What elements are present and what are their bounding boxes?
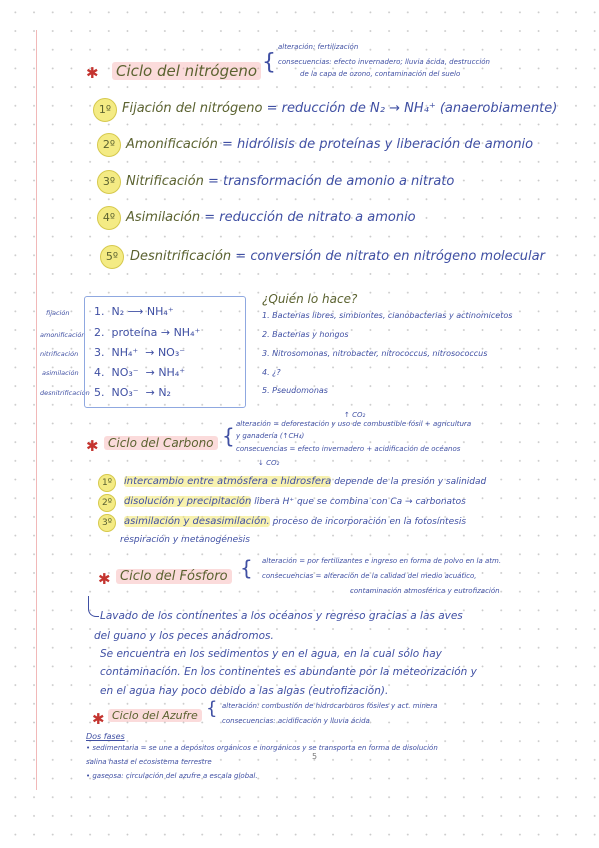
reaction-row: 5. NO₃⁻ → N₂ xyxy=(94,386,171,399)
carbon-note-top: ↑ CO₂ xyxy=(344,411,366,419)
step-number: 1º xyxy=(93,98,117,122)
step-desc: = conversión de nitrato en nitrógeno molecular xyxy=(235,249,545,264)
carbon-note-bottom: ↓ CO₂ xyxy=(258,459,280,467)
brace-icon: { xyxy=(222,424,235,448)
side-label: asimilación xyxy=(42,369,79,377)
page-number: 5 xyxy=(312,752,318,761)
nitrogen-consequences-1: consecuencias: efecto invernadero; lluvia ácida, destrucción xyxy=(278,58,490,66)
reaction-row: 2. proteína → NH₄⁺ xyxy=(94,326,201,339)
phosphorus-line: Se encuentra en los sedimentos y en el agua, en la cual sólo hay xyxy=(100,648,442,660)
phosphorus-line: Lavado de los continentes a los océanos y regreso gracias a las aves xyxy=(100,610,463,622)
nitrogen-consequences-2: de la capa de ozono, contaminación del suelo xyxy=(300,70,461,78)
who-line: 2. Bacterias y hongos xyxy=(262,330,349,339)
sulfur-title: Ciclo del Azufre xyxy=(108,709,202,722)
step-number: 5º xyxy=(100,245,124,269)
sulfur-phase-2: • gaseosa: circulación del azufre a escala global. xyxy=(86,772,258,780)
who-line: 5. Pseudomonas xyxy=(262,386,328,395)
who-line: 1. Bacterias libres, simbiontes, cianobacterias y actinomicetos xyxy=(262,311,513,320)
reaction-row: 1. N₂ ⟶ NH₄⁺ xyxy=(94,305,174,318)
arrow-connector xyxy=(88,596,99,617)
sulfur-consequences: consecuencias: acidificación y lluvia ácida xyxy=(222,717,370,725)
nitrogen-step-2 xyxy=(126,137,533,152)
carbon-step-1: intercambio entre atmósfera e hidrosfera depende de la presión y salinidad xyxy=(124,476,487,487)
phosphorus-alteration: alteración = por fertilizantes e ingreso en forma de polvo en la atm. xyxy=(262,557,502,565)
who-line: 4. ¿? xyxy=(262,368,281,377)
step-desc: = reducción de N₂ → NH₄⁺ (anaerobiamente) xyxy=(266,101,558,116)
sulfur-phase-1b: salina hasta el ecosistema terrestre xyxy=(86,758,212,766)
step-name: Asimilación xyxy=(126,210,201,225)
step-desc: = hidrólisis de proteínas y liberación de amonio xyxy=(221,137,534,152)
nitrogen-step-5 xyxy=(130,249,545,264)
carbon-step-3: asimilación y desasimilación. proceso de incorporación en la fotosíntesis xyxy=(124,516,467,527)
step-number: 3º xyxy=(97,170,121,194)
phosphorus-line: en el agua hay poco debido a las algas (eutrofización). xyxy=(100,685,389,697)
carbon-title: Ciclo del Carbono xyxy=(104,436,218,450)
sulfur-alteration: alteración: combustión de hidrocarburos fósiles y act. minera xyxy=(222,702,438,710)
carbon-step-2: disolución y precipitación libera H⁺ que se combina con Ca → carbonatos xyxy=(124,496,466,507)
step-number: 2º xyxy=(98,494,116,512)
sulfur-phases-title: Dos fases xyxy=(86,732,125,741)
side-label: desnitrificación xyxy=(40,389,90,397)
step-number: 1º xyxy=(98,474,116,492)
star-icon: ✱ xyxy=(86,437,99,455)
step-number: 2º xyxy=(97,133,121,157)
brace-icon: { xyxy=(206,698,218,719)
phosphorus-line: del guano y los peces anádromos. xyxy=(94,630,274,642)
nitrogen-step-1 xyxy=(122,101,557,116)
reaction-row: 4. NO₃⁻ → NH₄⁺ xyxy=(94,366,186,379)
side-label: fijación xyxy=(46,309,70,317)
who-title: ¿Quién lo hace? xyxy=(262,292,358,306)
nitrogen-alteration: alteración: fertilización xyxy=(278,43,359,51)
margin-line xyxy=(36,30,37,790)
carbon-continuation: respiración y metanogénesis xyxy=(120,535,250,545)
step-name: Amonificación xyxy=(126,137,218,152)
phosphorus-consequences-1: consecuencias = alteración de la calidad del medio acuático, xyxy=(262,572,477,580)
phosphorus-line: contaminación. En los continentes es abundante por la meteorización y xyxy=(100,666,477,678)
star-icon: ✱ xyxy=(98,570,111,588)
nitrogen-step-4 xyxy=(126,210,416,225)
star-icon: ✱ xyxy=(92,710,105,728)
carbon-consequences: consecuencias = efecto invernadero + acidificación de océanos xyxy=(236,445,461,453)
step-number: 4º xyxy=(97,206,121,230)
step-desc: = reducción de nitrato a amonio xyxy=(204,210,416,225)
step-name: Fijación del nitrógeno xyxy=(122,101,263,116)
brace-icon: { xyxy=(262,50,276,75)
phosphorus-consequences-2: contaminación atmosférica y eutrofización xyxy=(350,587,500,595)
nitrogen-step-3 xyxy=(126,174,454,189)
reaction-row: 3. NH₄⁺ → NO₃⁻ xyxy=(94,346,186,359)
carbon-alteration-2: y ganadería (↑CH₄) xyxy=(236,432,305,440)
phosphorus-title: Ciclo del Fósforo xyxy=(116,569,232,584)
step-desc: = transformación de amonio a nitrato xyxy=(208,174,455,189)
step-name: Desnitrificación xyxy=(130,249,232,264)
step-name: Nitrificación xyxy=(126,174,204,189)
sulfur-phase-1: • sedimentaria = se une a depósitos orgánicos e inorgánicos y se transporta en forma de disolución xyxy=(86,744,438,752)
side-label: amonificación xyxy=(40,331,86,339)
brace-icon: { xyxy=(240,556,253,580)
star-icon: ✱ xyxy=(86,64,99,82)
who-line: 3. Nitrosomonas, nitrobacter, nitrococcus, nitrosococcus xyxy=(262,349,488,358)
side-label: nitrificación xyxy=(40,350,79,358)
nitrogen-title: Ciclo del nitrógeno xyxy=(112,62,261,80)
step-number: 3º xyxy=(98,514,116,532)
carbon-alteration-1: alteración = deforestación y uso de combustible fósil + agricultura xyxy=(236,420,472,428)
